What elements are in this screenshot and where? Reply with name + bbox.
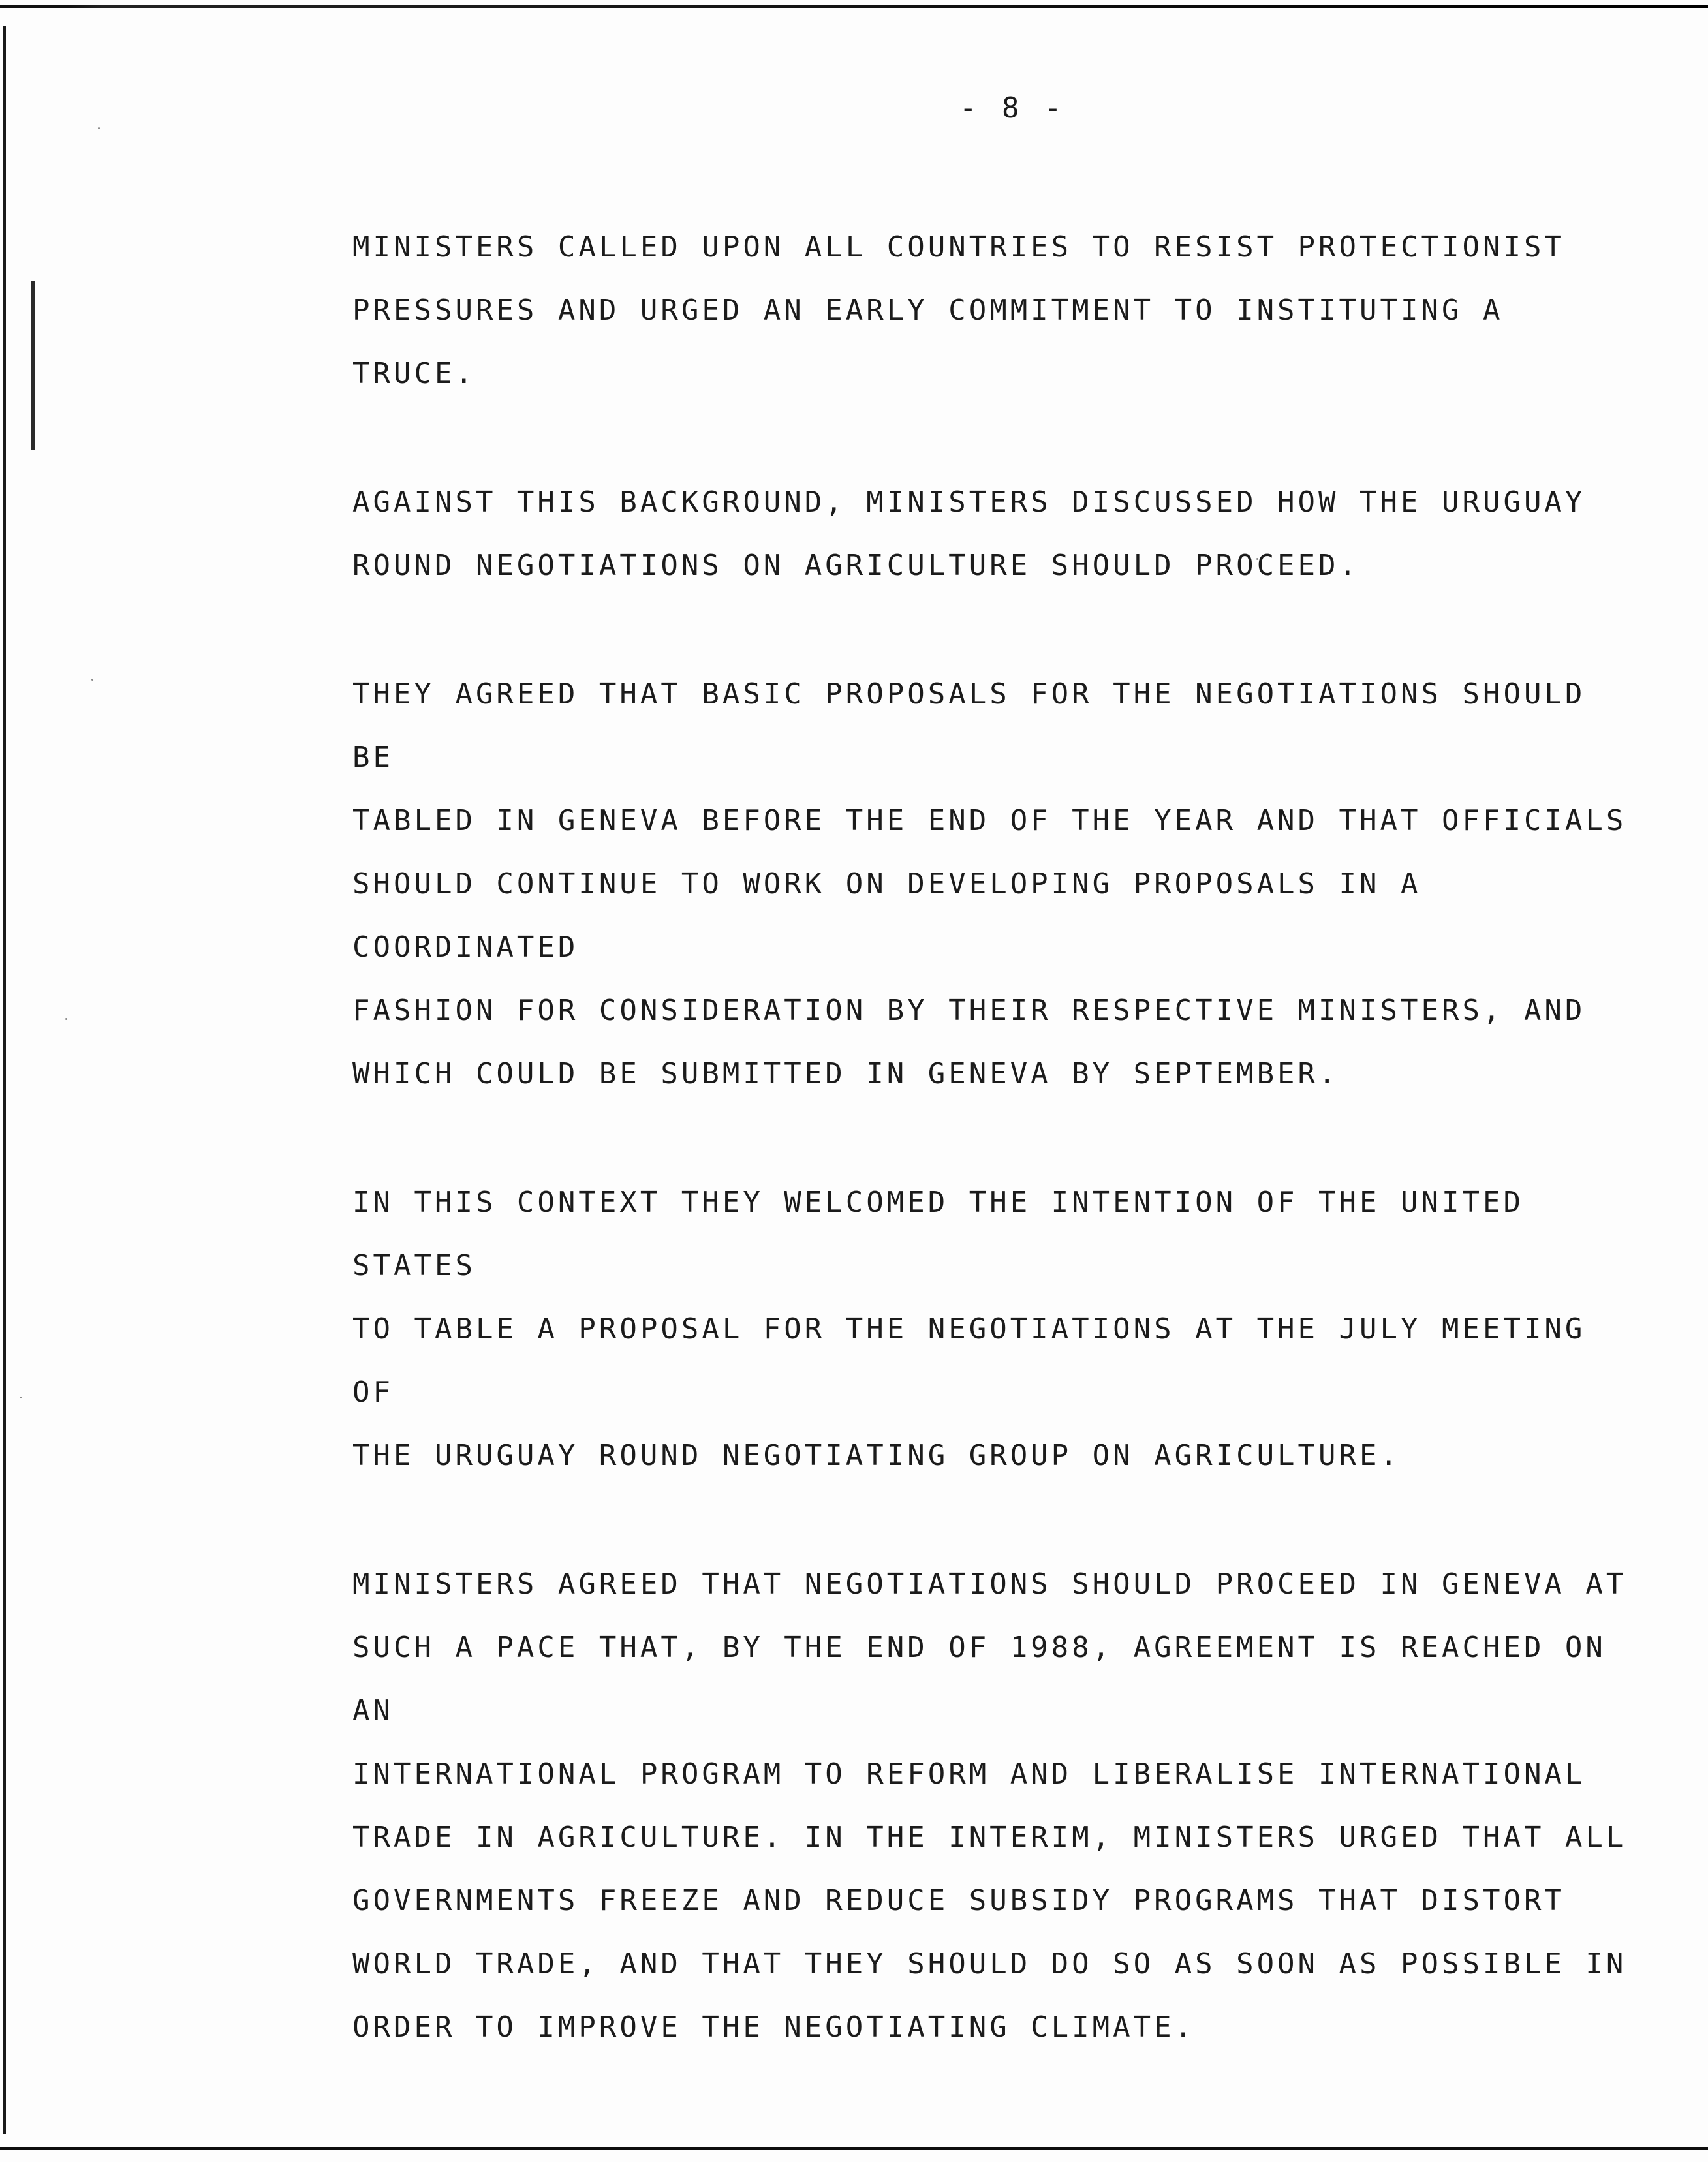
document-body xyxy=(352,215,1632,2124)
scan-speck xyxy=(65,1018,67,1020)
paragraph-basic-proposals: THEY AGREED THAT BASIC PROPOSALS FOR THE NEGOTIATIONS SHOULD BE TABLED IN GENEVA BEFORE THE END OF THE YEAR AND THAT OFFICIALS SHOULD CONTINUE TO WORK ON DEVELOPING PROPOSALS IN A COORDINATED FASHION FOR CONSIDERATION BY THEIR RESPECTIVE MINISTERS, AND WHICH COULD BE SUBMITTED IN GENEVA BY SEPTEMBER. xyxy=(352,677,1627,1090)
scan-speck xyxy=(98,127,100,129)
paragraph-background: AGAINST THIS BACKGROUND, MINISTERS DISCUSSED HOW THE URUGUAY ROUND NEGOTIATIONS ON AGRICULTURE SHOULD PROCEED. xyxy=(352,486,1586,582)
scan-top-edge xyxy=(0,5,1708,8)
paragraph-protectionism: MINISTERS CALLED UPON ALL COUNTRIES TO RESIST PROTECTIONIST PRESSURES AND URGED AN EARLY COMMITMENT TO INSTITUTING A TRUCE. xyxy=(352,230,1565,390)
scan-left-edge xyxy=(3,26,6,2134)
scan-speck xyxy=(91,679,93,681)
binding-mark xyxy=(31,281,35,450)
page-number: - 8 - xyxy=(959,91,1066,125)
scan-bottom-edge xyxy=(0,2147,1708,2150)
paragraph-united-states-proposal: IN THIS CONTEXT THEY WELCOMED THE INTENTION OF THE UNITED STATES TO TABLE A PROPOSAL FOR THE NEGOTIATIONS AT THE JULY MEETING OF THE URUGUAY ROUND NEGOTIATING GROUP ON AGRICULTURE. xyxy=(352,1186,1586,1472)
paragraph-negotiation-pace: MINISTERS AGREED THAT NEGOTIATIONS SHOULD PROCEED IN GENEVA AT SUCH A PACE THAT, BY THE END OF 1988, AGREEMENT IS REACHED ON AN INTERNATIONAL PROGRAM TO REFORM AND LIBERALISE INTERNATIONAL TRADE IN AGRICULTURE. IN THE INTERIM, MINISTERS URGED THAT ALL GOVERNMENTS FREEZE AND REDUCE SUBSIDY PROGRAMS THAT DISTORT WORLD TRADE, AND THAT THEY SHOULD DO SO AS SOON AS POSSIBLE IN ORDER TO IMPROVE THE NEGOTIATING CLIMATE. xyxy=(352,1567,1627,2044)
scan-speck xyxy=(20,1397,22,1398)
